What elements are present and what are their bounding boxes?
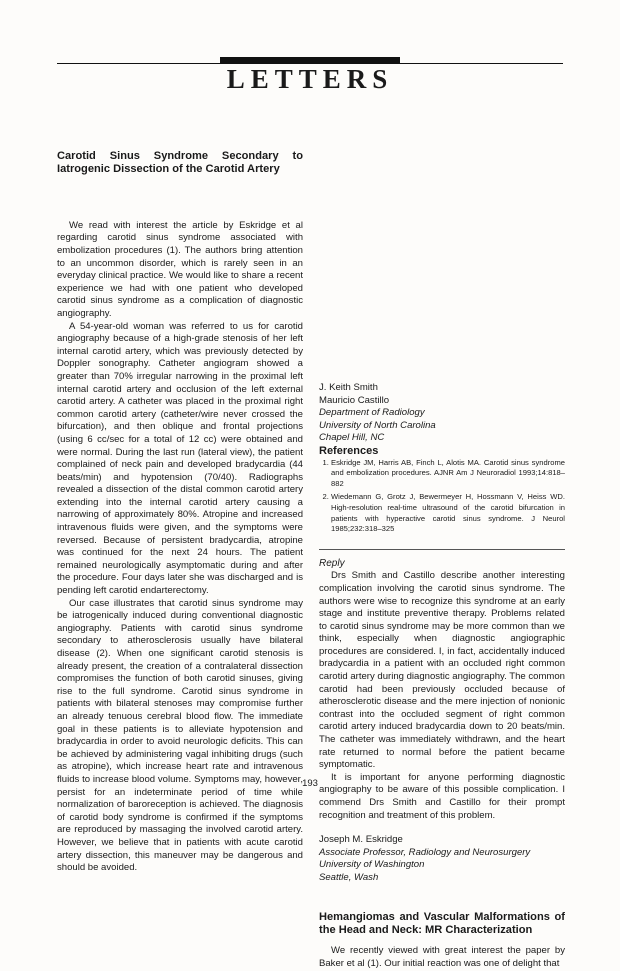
author-name: J. Keith Smith xyxy=(319,382,378,393)
author-name: Mauricio Castillo xyxy=(319,394,390,406)
author-affiliation: University of Washington xyxy=(319,859,425,871)
author-name: Joseph M. Eskridge xyxy=(319,834,403,846)
letter1-title: Carotid Sinus Syndrome Secondary to Iatrogenic Dissection of the Carotid Artery xyxy=(57,150,303,176)
reference-item: 2. Wiedemann G, Grotz J, Bewermeyer H, Hossmann V, Heiss WD. High-resolution real-time ultrasound of the carotid bifurcation in patients with hyperactive carotid sinus syndrome. J Neurol 1985;232:318–325 xyxy=(331,492,565,534)
section-divider xyxy=(319,549,565,550)
author-affiliation: Associate Professor, Radiology and Neurosurgery xyxy=(319,846,531,858)
reply-paragraph: It is important for anyone performing diagnostic angiography to be aware of this possible complication. I commend Drs Smith and Castillo for their prompt recognition and treatment of this problem. xyxy=(319,771,565,821)
right-column xyxy=(319,154,565,971)
reply-heading: Reply xyxy=(319,557,345,569)
references-list xyxy=(319,458,565,535)
references-heading: References xyxy=(319,444,379,457)
letter1-paragraph: We read with interest the article by Eskridge et al regarding carotid sinus syndrome associated with embolization procedures (1). The authors bring attention to an uncommon disorder, which is rarely seen in an everyday clinical practice. We would like to share a recent experience we had with one patient who developed carotid sinus syndrome as a complication of diagnostic angiography. xyxy=(57,219,303,319)
page-number: 193 xyxy=(302,778,318,789)
left-column xyxy=(57,150,303,875)
reply-paragraph: Drs Smith and Castillo describe another interesting complication involving the carotid sinus syndrome. The authors were wise to recognize this syndrome at an early stage and institute preventive therapy. Problems related to carotid sinus syndrome may be more common than we think, especially when diagnostic angiographic procedures are considered. I, in fact, accidentally induced bradycardia in a patient with an occluded right common carotid artery during diagnostic angiography. The common carotid had been previously occluded because of atherosclerotic disease and the mere injection of nonionic contrast into the occluded segment of right common carotid artery induced bradycardia down to 20 beats/min. The catheter was immediately withdrawn, and the heart rate returned to normal before the patient became symptomatic. xyxy=(319,570,565,771)
author-affiliation: Seattle, Wash xyxy=(319,871,379,883)
reference-item: 1. Eskridge JM, Harris AB, Finch L, Alotis MA. Carotid sinus syndrome and embolization procedures. AJNR Am J Neuroradiol 1993;14:818–882 xyxy=(331,458,565,490)
author-affiliation: University of North Carolina xyxy=(319,419,436,431)
letter2-paragraph: We recently viewed with great interest the paper by Baker et al (1). Our initial reaction was one of delight that xyxy=(319,945,565,969)
letter1-signature xyxy=(319,382,565,445)
reply-signature xyxy=(319,834,565,884)
letter1-paragraph: A 54-year-old woman was referred to us for carotid angiography because of a high-grade stenosis of her left internal carotid artery, which was previously detected by Doppler sonography. Catheter angiogram showed a greater than 70% irregular narrowing in the proximal left internal carotid artery and occlusion of the left external carotid artery. A catheter was placed in the proximal right common carotid artery (catheter/wire never crossed the bifurcation), and then oblique and frontal projections (using 6 cc/sec for a total of 12 cc) were obtained and were normal. During the last run (lateral view), the patient complained of neck pain and developed bradycardia (44 beats/min) and hypotension (70/40). Radiographs revealed a dissection of the distal common carotid artery extending into the internal carotid artery causing a narrowing of approximately 80%. Atropine and increased intravenous fluids were given, and the symptoms were reversed. Because of persistent bradycardia, atropine was continued for the next 24 hours. The patient remained neurologically asymptomatic during and after the procedure. Four days later she was discharged and is pending left carotid endarterectomy. xyxy=(57,320,303,597)
letter1-paragraph: Our case illustrates that carotid sinus syndrome may be iatrogenically induced during conventional diagnostic angiography. Patients with carotid sinus syndrome secondary to atherosclerosis usually have bilateral disease (2). When one significant carotid stenosis is already present, the creation of a contralateral dissection compromises the function of both carotid sinuses, giving rise to the full syndrome. Carotid sinus syndrome in patients with bilateral stenoses may compromise further an already tenuous cerebral blood flow. The immediate goal in these patients is to alleviate hypotension and bradycardia in order to avoid neurologic deficits. This can be achieved by administering vagal inhibiting drugs (such as atropine), which increase heart rate and intravenous fluids to increase blood volume. Symptoms may, however, persist for an indeterminate period of time while normalization of baroreception is achieved. The diagnosis of carotid body syndrome is confirmed if the symptoms are reproduced by massaging the involved carotid artery. However, we believe that in patients with acute carotid artery dissection, this maneuver may be dangerous and should be avoided. xyxy=(57,597,303,874)
section-title: LETTERS xyxy=(226,64,394,94)
author-affiliation: Chapel Hill, NC xyxy=(319,432,385,444)
letter2-title: Hemangiomas and Vascular Malformations of the Head and Neck: MR Characterization xyxy=(319,910,565,936)
author-affiliation: Department of Radiology xyxy=(319,407,425,419)
